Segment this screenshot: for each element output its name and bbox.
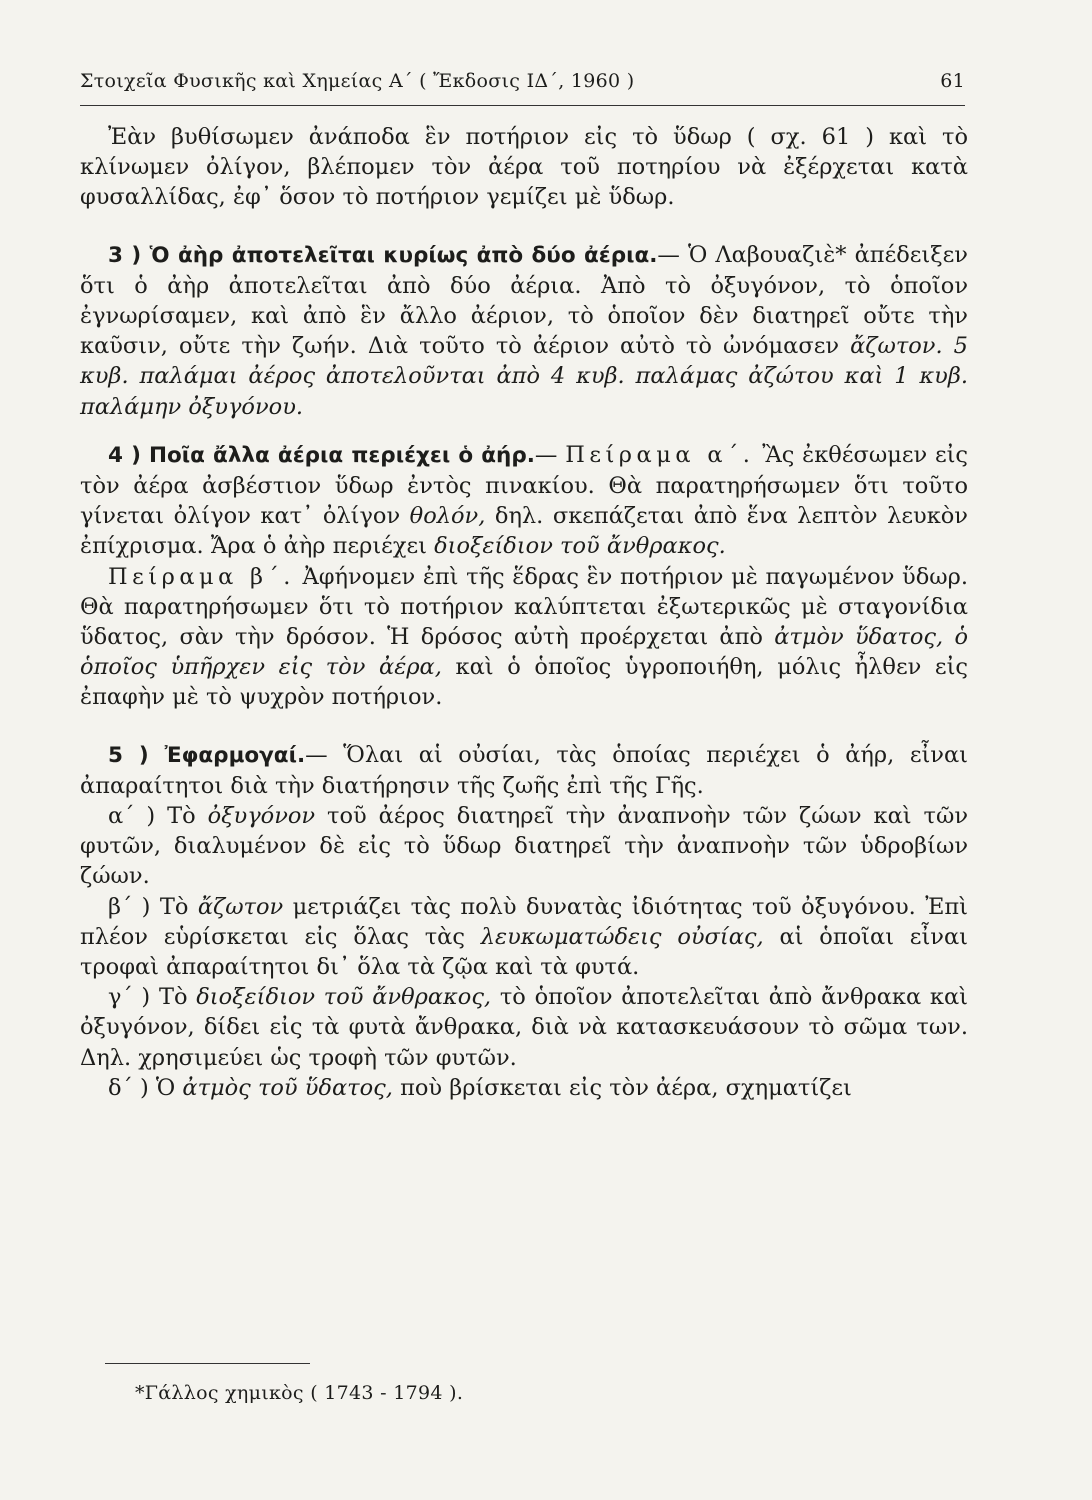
experiment-b-text-2: καὶ ὁ ὁποῖος ὑγροποιήθη, μόλις ἦλθεν εἰς ἐπαφὴν μὲ τὸ ψυχρὸν ποτήριον. xyxy=(80,654,968,711)
section-4-italic-2: διοξείδιον τοῦ ἄνθρακος. xyxy=(434,533,726,560)
running-title: Στοιχεῖα Φυσικῆς καὶ Χημείας Α΄ ( Ἔκδοσις ΙΔ΄, 1960 ) xyxy=(80,70,635,92)
item-gamma-prefix: γ΄ ) Τὸ xyxy=(108,984,197,1011)
experiment-b-text-1: Ἀφήνομεν ἐπὶ τῆς ἕδρας ἓν ποτήριον μὲ παγωμένον ὕδωρ. Θὰ παρατηρήσωμεν ὅτι τὸ ποτήριον καλύπτεται ἐξωτερικῶς μὲ σταγονίδια ὕδατος, σὰν τὴν δρόσον. Ἡ δρόσος αὐτὴ προέρχεται ἀπὸ xyxy=(80,563,968,651)
item-delta-italic: ἀτμὸς τοῦ ὕδατος, xyxy=(182,1074,393,1101)
footnote-rule xyxy=(105,1363,310,1364)
experiment-b-italic: ἀτμὸν ὕδατος, ὁ ὁποῖος ὑπῆρχεν εἰς τὸν ἀέρα, xyxy=(80,624,968,681)
section-5-heading: 5 ) Ἐφαρμογαί. xyxy=(108,742,306,768)
item-gamma-text: τὸ ὁποῖον ἀποτελεῖται ἀπὸ ἄνθρακα καὶ ὀξυγόνον, δίδει εἰς τὰ φυτὰ ἄνθρακα, διὰ νὰ κατασκευάσουν τὸ σῶμα των. Δηλ. χρησιμεύει ὡς τροφὴ τῶν φυτῶν. xyxy=(80,984,968,1071)
item-beta-text-1: μετριάζει τὰς πολὺ δυνατὰς ἰδιότητας τοῦ ὀξυγόνου. Ἐπὶ πλέον εὑρίσκεται εἰς ὅλας τὰς xyxy=(80,893,969,950)
section-5-text: — Ὅλαι αἱ οὐσίαι, τὰς ὁποίας περιέχει ὁ ἀήρ, εἶναι ἀπαραίτητοι διὰ τὴν διατήρησιν τῆς ζωῆς ἐπὶ τῆς Γῆς. xyxy=(80,741,968,799)
experiment-b xyxy=(80,562,968,713)
item-beta-italic: ἄζωτον xyxy=(197,893,284,920)
section-3-italic: ἄζωτον. 5 κυβ. παλάμαι ἀέρος ἀποτελοῦνται ἀπὸ 4 κυβ. παλάμας ἀζώτου καὶ 1 κυβ. παλάμην ὀξυγόνου. xyxy=(80,333,968,420)
paragraph-intro xyxy=(80,122,968,213)
item-delta xyxy=(80,1073,968,1103)
section-4-dash: — xyxy=(534,441,566,468)
section-4-italic-1: θολόν, xyxy=(409,503,486,530)
footnote: *Γάλλος χημικὸς ( 1743 - 1794 ). xyxy=(135,1382,464,1404)
item-gamma-italic: διοξείδιον τοῦ ἄνθρακος, xyxy=(196,984,492,1011)
section-3 xyxy=(80,240,968,422)
section-4-text-1: Ἂς ἐκθέσωμεν εἰς τὸν ἀέρα ἀσβέστιον ὕδωρ ἐντὸς πινακίου. Θὰ παρατηρήσωμεν ὅτι τοῦτο γίνεται ὀλίγον κατ᾽ ὀλίγον xyxy=(80,441,969,530)
section-5 xyxy=(80,740,968,801)
running-header xyxy=(80,70,965,92)
item-gamma xyxy=(80,982,968,1073)
item-delta-text: ποὺ βρίσκεται εἰς τὸν ἀέρα, σχηματίζει xyxy=(392,1074,852,1101)
item-delta-prefix: δ΄ ) Ὁ xyxy=(108,1074,183,1101)
section-4-heading: 4 ) Ποῖα ἄλλα ἀέρια περιέχει ὁ ἀήρ. xyxy=(108,442,535,468)
section-3-heading: 3 ) Ὁ ἀὴρ ἀποτελεῖται κυρίως ἀπὸ δύο ἀέρια. xyxy=(108,242,658,268)
item-beta-text-2: αἱ ὁποῖαι εἶναι τροφαὶ ἀπαραίτητοι δι᾽ ὅλα τὰ ζῷα καὶ τὰ φυτά. xyxy=(80,923,968,981)
item-beta-italic-2: λευκωματώδεις οὐσίας, xyxy=(480,923,764,950)
item-beta-prefix: β΄ ) Τὸ xyxy=(108,893,198,920)
item-alpha-prefix: α΄ ) Τὸ xyxy=(108,803,208,830)
item-alpha xyxy=(80,801,968,892)
item-alpha-text: τοῦ ἀέρος διατηρεῖ τὴν ἀναπνοὴν τῶν ζώων καὶ τῶν φυτῶν, διαλυμένον δὲ εἰς τὸ ὕδωρ διατηρεῖ τὴν ἀναπνοὴν τῶν ὑδροβίων ζώων. xyxy=(80,803,968,890)
page-number: 61 xyxy=(940,70,965,92)
experiment-a-label: Πείραμα α΄. xyxy=(565,441,755,468)
section-4-text-2: δηλ. σκεπάζεται ἀπὸ ἕνα λεπτὸν λευκὸν ἐπίχρισμα. Ἄρα ὁ ἀὴρ περιέχει xyxy=(80,503,968,560)
item-alpha-italic: ὀξυγόνον xyxy=(207,803,316,830)
body-text xyxy=(80,122,968,1103)
experiment-b-label: Πείραμα β΄. xyxy=(108,563,295,590)
intro-text: Ἐὰν βυθίσωμεν ἀνάποδα ἓν ποτήριον εἰς τὸ ὕδωρ ( σχ. 61 ) καὶ τὸ κλίνωμεν ὀλίγον, βλέπομεν τὸν ἀέρα τοῦ ποτηρίου νὰ ἐξέρχεται κατὰ φυσαλλίδας, ἐφ᾽ ὅσον τὸ ποτήριον γεμίζει μὲ ὕδωρ. xyxy=(80,124,968,211)
section-4 xyxy=(80,440,968,562)
section-3-text: — Ὁ Λαβουαζιὲ* ἀπέδειξεν ὅτι ὁ ἀὴρ ἀποτελεῖται ἀπὸ δύο ἀέρια. Ἀπὸ τὸ ὀξυγόνον, τὸ ὁποῖον ἐγνωρίσαμεν, καὶ ἀπὸ ἓν ἄλλο ἀέριον, τὸ ὁποῖον δὲν διατηρεῖ οὔτε τὴν καῦσιν, οὔτε τὴν ζωήν. Διὰ τοῦτο τὸ ἀέριον αὐτὸ τὸ ὠνόμασεν xyxy=(80,241,968,360)
item-beta xyxy=(80,892,968,983)
header-rule xyxy=(80,105,965,106)
